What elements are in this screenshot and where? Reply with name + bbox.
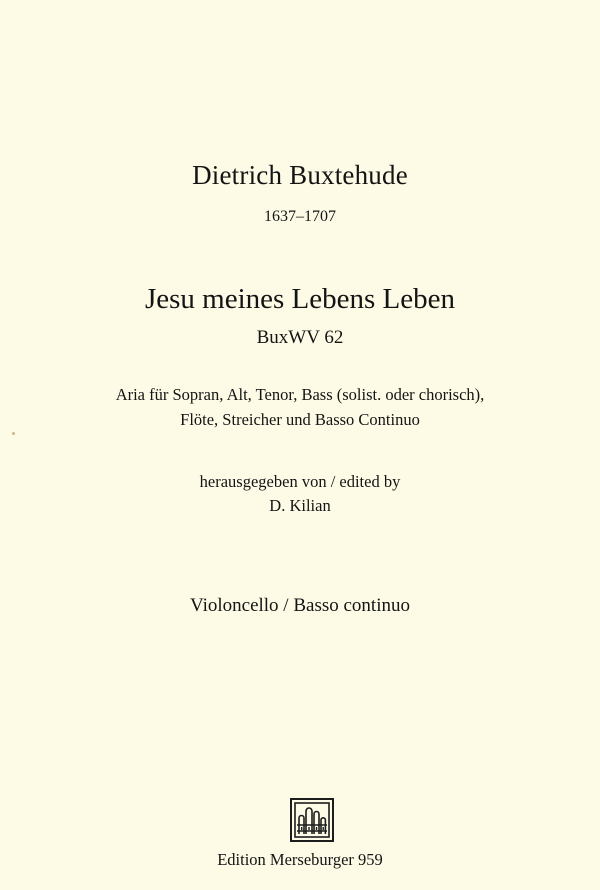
instrumentation-line-2: Flöte, Streicher und Basso Continuo: [180, 410, 420, 429]
composer-name: Dietrich Buxtehude: [192, 160, 408, 190]
editor-name: D. Kilian: [269, 496, 331, 515]
editor-label: herausgegeben von / edited by: [199, 472, 401, 491]
organ-pipes-logo-icon: [290, 798, 334, 842]
publisher-edition: Edition Merseburger 959: [217, 850, 383, 869]
work-title: Jesu meines Lebens Leben: [144, 283, 456, 315]
paper-speck: [12, 432, 15, 435]
part-name: Violoncello / Basso continuo: [190, 595, 410, 616]
organ-pipes-logo-graphic: [292, 800, 332, 840]
composer-dates: 1637–1707: [264, 208, 336, 225]
instrumentation-line-1: Aria für Sopran, Alt, Tenor, Bass (solist. oder chorisch),: [115, 385, 485, 404]
catalog-number: BuxWV 62: [256, 327, 344, 348]
